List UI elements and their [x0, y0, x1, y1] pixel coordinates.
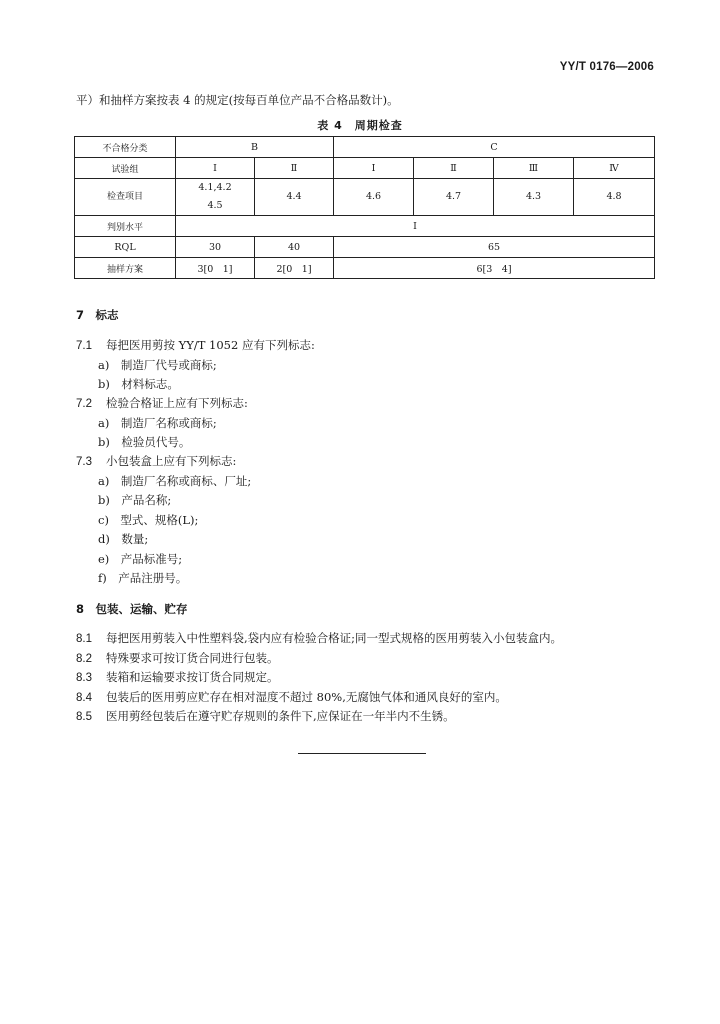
clause-number: 7.2 [76, 398, 92, 410]
clause-8-4 [76, 689, 507, 705]
plan-cell: 6[3 4] [334, 258, 655, 279]
row-label-plan: 抽样方案 [75, 258, 176, 279]
clause-number: 8.2 [76, 653, 92, 665]
clause-8-5 [76, 708, 455, 724]
list-item: e) 产品标准号; [98, 552, 183, 566]
class-b-cell: B [176, 137, 334, 158]
clause-number: 8.4 [76, 692, 92, 704]
table-row [75, 237, 655, 258]
list-item: a) 制造厂名称或商标; [98, 416, 217, 430]
list-item: a) 制造厂名称或商标、厂址; [98, 474, 252, 488]
clause-7-1 [76, 337, 315, 353]
row-label-group: 试验组 [75, 158, 176, 179]
item-text: 4.5 [207, 200, 223, 211]
list-item: a) 制造厂代号或商标; [98, 358, 217, 372]
clause-8-3 [76, 669, 279, 685]
group-cell: Ⅰ [334, 158, 414, 179]
clause-text: 检验合格证上应有下列标志: [106, 396, 248, 410]
plan-cell: 2[0 1] [255, 258, 334, 279]
rql-cell: 30 [176, 237, 255, 258]
group-cell: Ⅳ [574, 158, 655, 179]
clause-7-3 [76, 453, 236, 469]
group-cell: Ⅰ [176, 158, 255, 179]
row-label-items: 检查项目 [75, 179, 176, 216]
clause-text: 医用剪经包装后在遵守贮存规则的条件下,应保证在一年半内不生锈。 [106, 709, 455, 723]
clause-text: 装箱和运输要求按订货合同规定。 [106, 670, 279, 684]
rql-cell: 40 [255, 237, 334, 258]
rql-cell: 65 [334, 237, 655, 258]
section-8-heading: 8 包装、运输、贮存 [76, 602, 188, 616]
item-cell [176, 179, 255, 216]
list-item: c) 型式、规格(L); [98, 513, 199, 527]
item-cell: 4.6 [334, 179, 414, 216]
list-item: f) 产品注册号。 [98, 571, 188, 585]
row-label-class: 不合格分类 [75, 137, 176, 158]
clause-text: 每把医用剪按 YY/T 1052 应有下列标志: [106, 338, 315, 352]
table-row [75, 216, 655, 237]
clause-number: 8.5 [76, 711, 92, 723]
row-label-level: 判别水平 [75, 216, 176, 237]
item-cell: 4.7 [414, 179, 494, 216]
list-item: b) 产品名称; [98, 493, 172, 507]
table-row [75, 258, 655, 279]
group-cell: Ⅲ [494, 158, 574, 179]
clause-number: 7.3 [76, 456, 92, 468]
clause-number: 8.1 [76, 633, 92, 645]
clause-text: 每把医用剪装入中性塑料袋,袋内应有检验合格证;同一型式规格的医用剪装入小包装盒内。 [106, 631, 563, 645]
item-cell: 4.8 [574, 179, 655, 216]
level-cell: Ⅰ [176, 216, 655, 237]
table-row [75, 179, 655, 216]
periodic-inspection-table [74, 136, 655, 279]
table-row [75, 137, 655, 158]
class-c-cell: C [334, 137, 655, 158]
list-item: b) 检验员代号。 [98, 435, 191, 449]
clause-7-2 [76, 395, 248, 411]
table-caption: 表 4 周期检查 [317, 119, 403, 132]
clause-text: 小包装盒上应有下列标志: [106, 454, 237, 468]
group-cell: Ⅱ [414, 158, 494, 179]
plan-cell: 3[0 1] [176, 258, 255, 279]
end-rule [298, 753, 426, 754]
clause-text: 特殊要求可按订货合同进行包装。 [106, 651, 279, 665]
item-text: 4.1,4.2 [198, 182, 232, 193]
list-item: d) 数量; [98, 532, 149, 546]
table-row [75, 158, 655, 179]
row-label-rql: RQL [75, 237, 176, 258]
document-code: YY/T 0176—2006 [559, 61, 654, 73]
clause-8-2 [76, 650, 279, 666]
clause-number: 7.1 [76, 340, 92, 352]
group-cell: Ⅱ [255, 158, 334, 179]
clause-text: 包装后的医用剪应贮存在相对湿度不超过 80%,无腐蚀气体和通风良好的室内。 [106, 690, 507, 704]
item-cell: 4.3 [494, 179, 574, 216]
list-item: b) 材料标志。 [98, 377, 179, 391]
clause-8-1 [76, 630, 562, 646]
clause-number: 8.3 [76, 672, 92, 684]
item-cell: 4.4 [255, 179, 334, 216]
section-7-heading: 7 标志 [76, 308, 119, 322]
intro-text: 平）和抽样方案按表 4 的规定(按每百单位产品不合格品数计)。 [76, 93, 399, 107]
